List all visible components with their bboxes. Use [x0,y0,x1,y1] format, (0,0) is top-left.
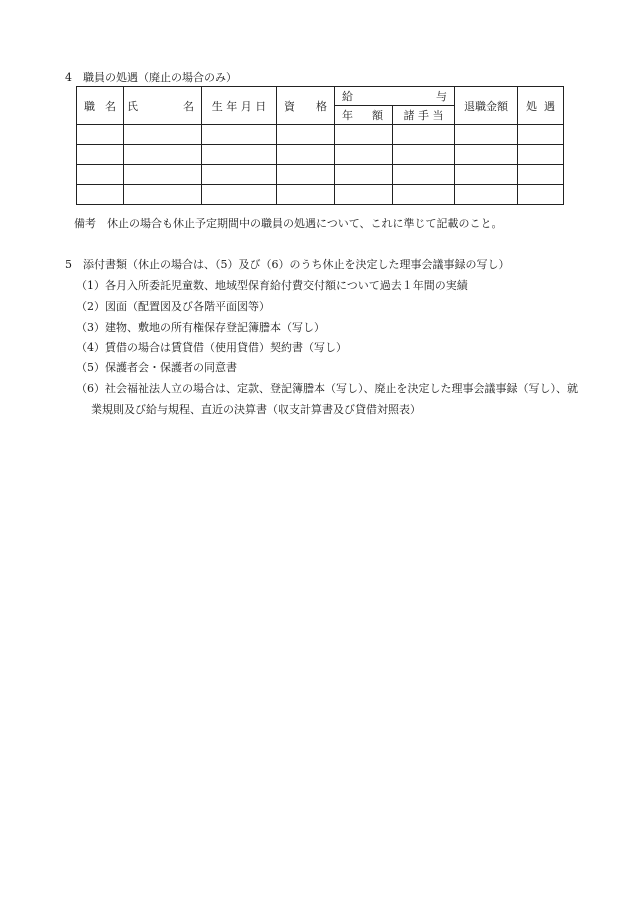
section-5-title: 5 添付書類（休止の場合は、（5）及び（6）のうち休止を決定した理事会議事録の写し） [65,258,510,271]
table-row [77,185,564,205]
list-item [76,298,270,314]
staff-treatment-table [76,86,564,205]
header-retirement: 退職金額 [455,87,518,125]
header-salary: 給 与 [335,87,455,106]
header-title: 職 名 [77,87,124,125]
header-annual: 年 額 [335,106,393,125]
section-4-title: 4 職員の処遇（廃止の場合のみ） [65,71,237,84]
table-row [77,145,564,165]
list-item [76,339,347,355]
item-number: （6） [76,382,105,395]
item-text: 各月入所委託児童数、地域型保育給付費交付額について過去１年間の実績 [105,279,468,292]
header-name: 氏 名 [124,87,202,125]
header-allowance: 諸 手 当 [393,106,455,125]
list-item-continuation: 業規則及び給与規程、直近の決算書（収支計算書及び貸借対照表） [91,403,421,416]
table-row [77,125,564,145]
item-number: （5） [76,361,105,374]
header-birthdate: 生 年 月 日 [202,87,277,125]
item-number: （1） [76,279,105,292]
list-item [76,277,468,293]
table-note: 備考 休止の場合も休止予定期間中の職員の処遇について、これに準じて記載のこと。 [74,217,503,230]
item-text: 図面（配置図及び各階平面図等） [105,300,270,313]
list-item [76,319,325,335]
table-row [77,165,564,185]
item-text: 賃借の場合は賃貸借（使用貸借）契約書（写し） [105,341,347,354]
item-number: （3） [76,321,105,334]
header-treatment: 処 遇 [518,87,564,125]
header-qualification: 資 格 [277,87,335,125]
item-text: 社会福祉法人立の場合は、定款、登記簿謄本（写し）、廃止を決定した理事会議事録（写し）、就 [105,382,578,395]
list-item [76,359,237,375]
list-item [76,380,578,396]
item-text: 建物、敷地の所有権保存登記簿謄本（写し） [105,321,325,334]
item-number: （2） [76,300,105,313]
item-number: （4） [76,341,105,354]
item-text: 保護者会・保護者の同意書 [105,361,237,374]
